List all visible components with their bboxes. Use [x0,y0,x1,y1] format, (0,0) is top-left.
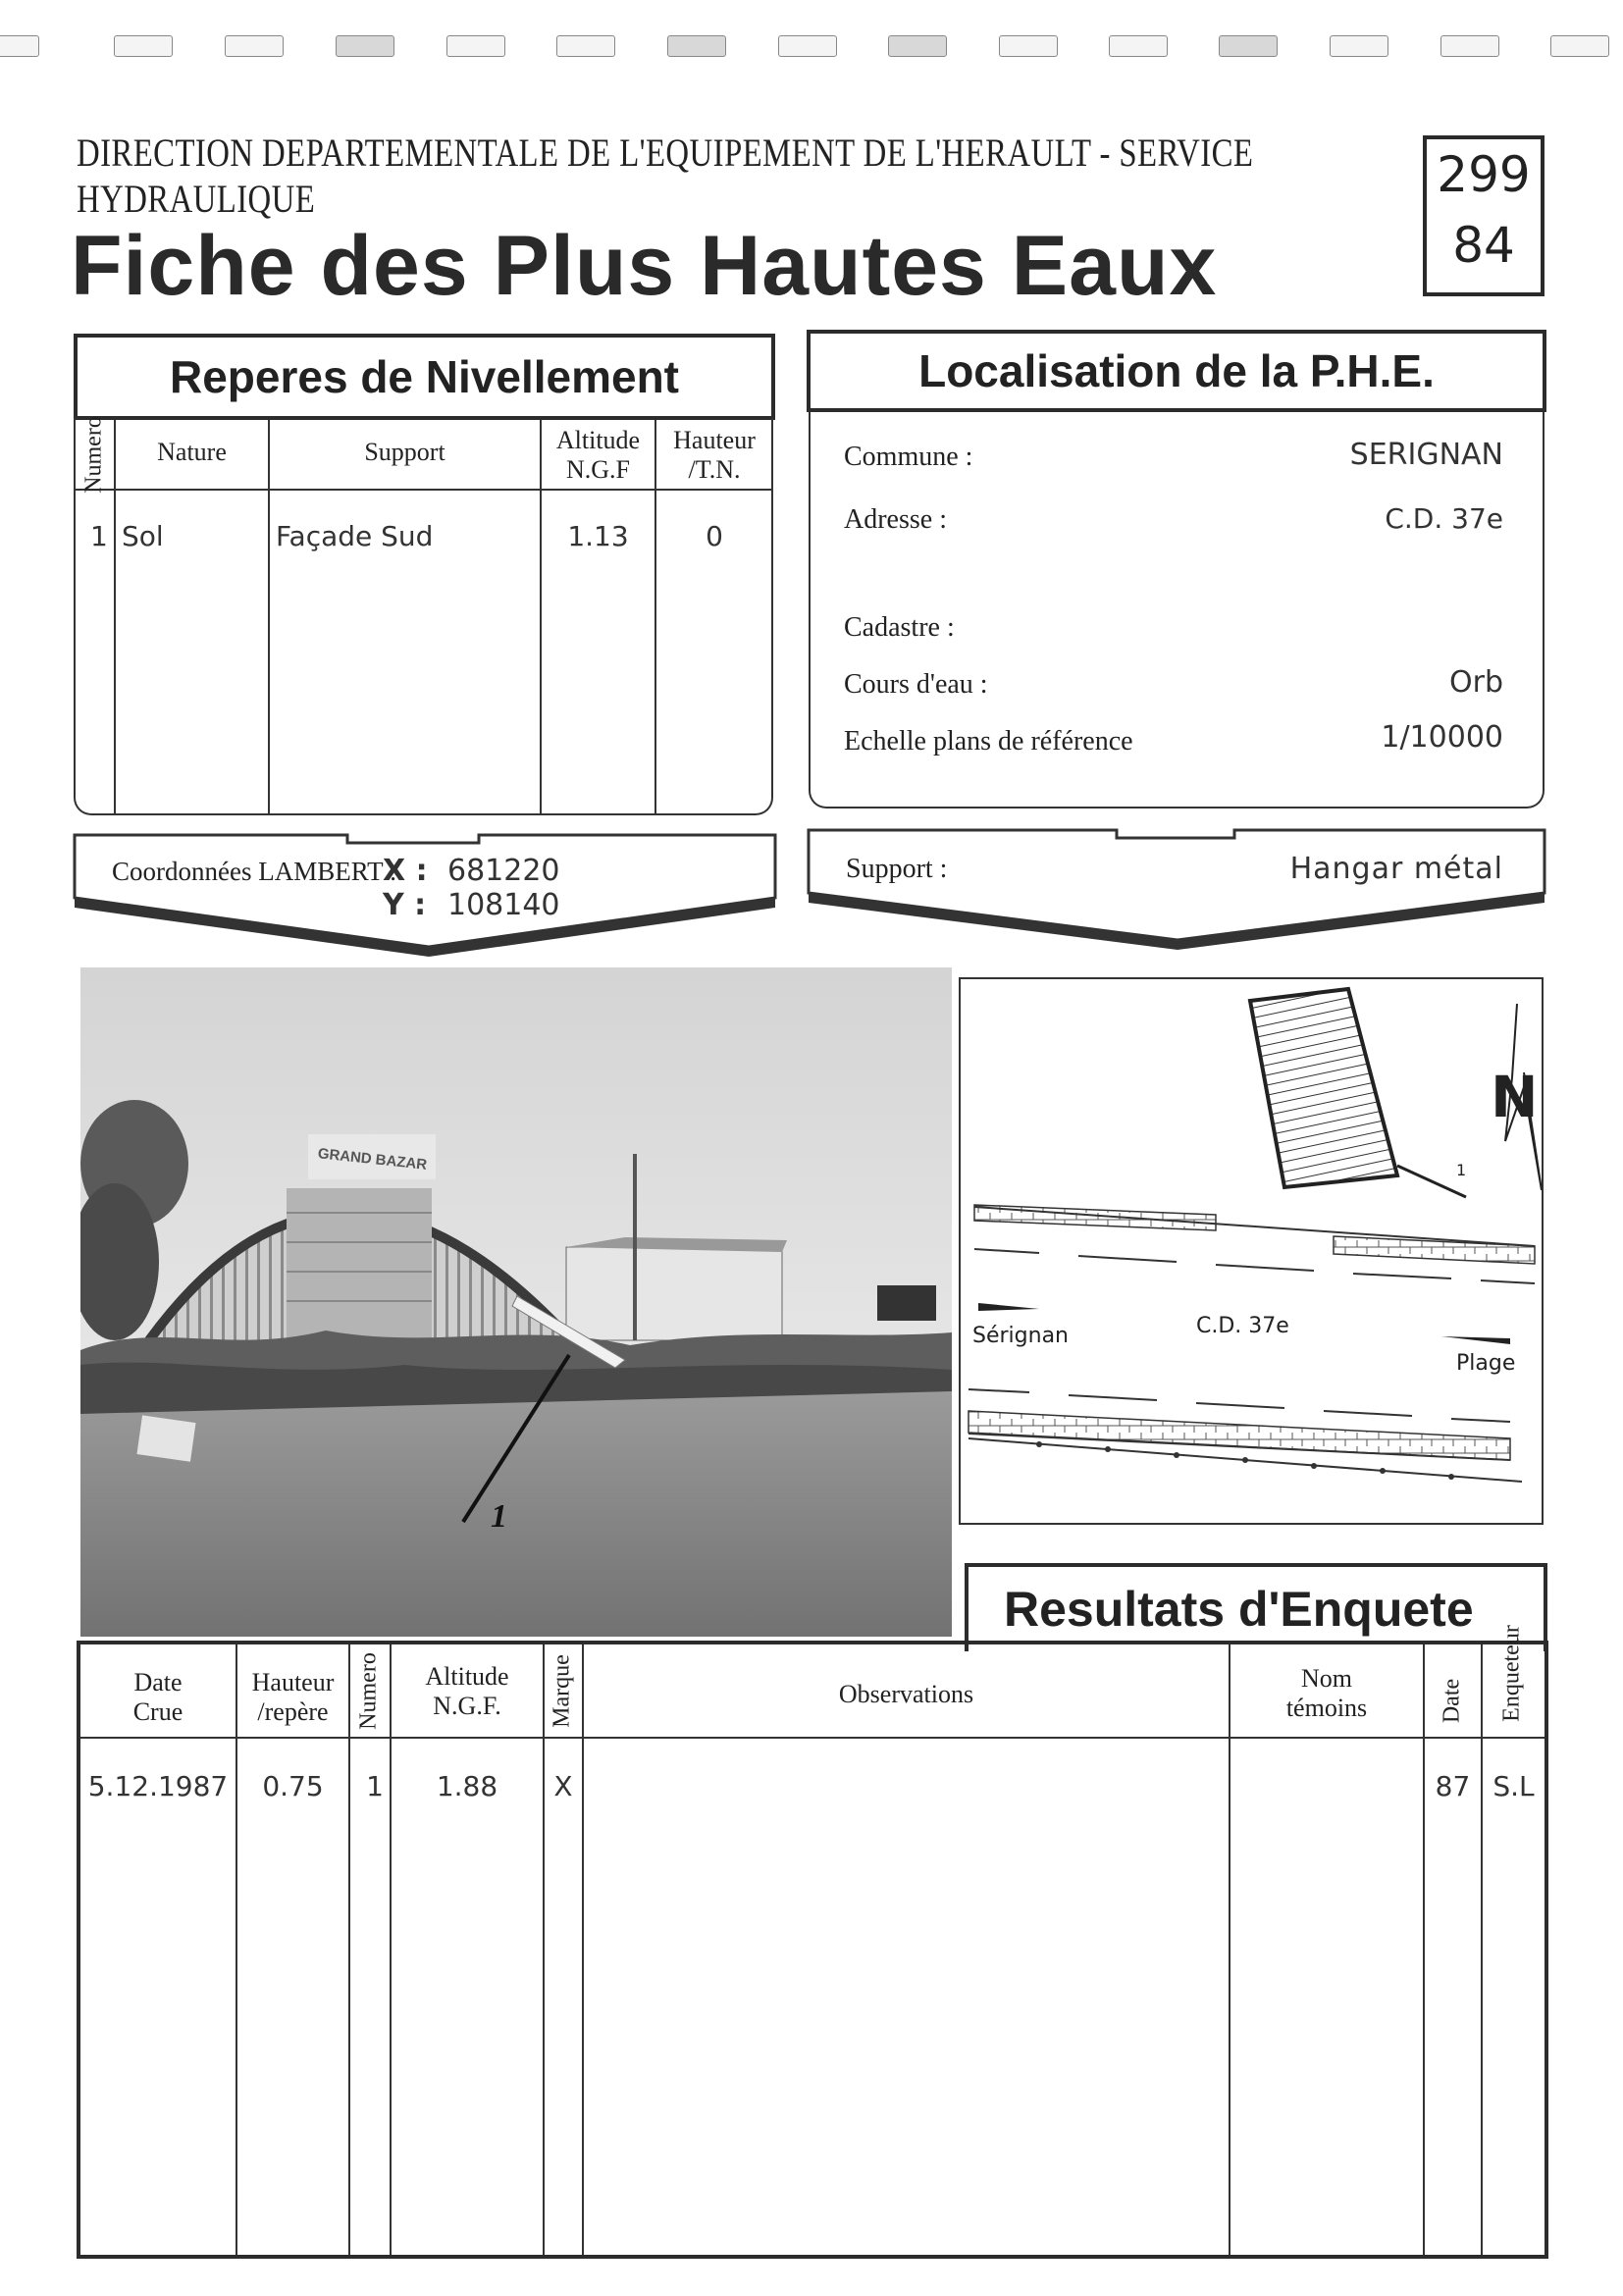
row-marque: X [553,1770,573,1802]
col-hauteur-repere: Hauteur /repère [251,1668,335,1726]
binder-hole [1109,35,1168,57]
binder-hole [0,35,39,57]
photo-sign-text: GRAND BAZAR [317,1145,428,1174]
department-header: DIRECTION DEPARTEMENTALE DE L'EQUIPEMENT DE L'HERAULT - SERVICE HYDRAULIQUE [77,130,1254,221]
binder-hole [556,35,615,57]
row-hauteur: 0 [706,520,723,552]
lambert-x-label: X : [383,854,428,888]
reference-box [1423,135,1544,296]
commune-value: SERIGNAN [1349,438,1503,472]
site-photo [80,967,952,1637]
binder-hole [446,35,505,57]
binder-hole [999,35,1058,57]
row-altitude: 1.88 [436,1770,498,1802]
binder-hole [667,35,726,57]
support-arrow-box [805,824,1550,957]
col-observations: Observations [838,1680,974,1708]
adresse-value: C.D. 37e [1385,502,1503,535]
lambert-y-label: Y : [383,888,427,922]
north-icon: N [1491,1064,1539,1130]
commune-label: Commune : [844,442,973,472]
row-numero: 1 [90,520,108,552]
binder-hole [225,35,284,57]
row-numero: 1 [366,1770,384,1802]
binder-hole [778,35,837,57]
col-nature: Nature [157,438,227,466]
row-hauteur: 0.75 [262,1770,324,1802]
map-marker-label: 1 [1456,1161,1467,1179]
map-road-label: C.D. 37e [1196,1314,1289,1338]
col-support: Support [364,438,445,466]
binder-hole [336,35,394,57]
col-altitude: Altitude N.G.F. [425,1662,509,1720]
support-value: Hangar métal [1289,852,1503,886]
resultats-table [77,1641,1548,2259]
col-nom-temoins: Nom témoins [1285,1664,1368,1722]
reperes-title: Reperes de Nivellement [74,334,775,420]
row-enqueteur: S.L [1492,1770,1535,1802]
cours-value: Orb [1449,665,1503,700]
localisation-title: Localisation de la P.H.E. [807,330,1546,412]
binder-hole [1550,35,1609,57]
lambert-x-value: 681220 [447,854,560,888]
row-date: 87 [1435,1770,1471,1802]
echelle-label: Echelle plans de référence [844,726,1133,757]
col-date: Date [1439,1678,1465,1724]
binder-hole [1440,35,1499,57]
col-date-crue: Date Crue [132,1668,183,1726]
col-numero: Numero [355,1652,382,1730]
row-altitude: 1.13 [567,520,629,552]
col-marque: Marque [549,1654,575,1728]
map-drawing [961,979,1542,1523]
photo-marker-label: 1 [491,1498,507,1535]
row-nature: Sol [122,520,164,552]
adresse-label: Adresse : [844,504,947,535]
support-label: Support : [846,854,948,884]
cadastre-label: Cadastre : [844,612,955,643]
map-left-label: Sérignan [972,1324,1069,1348]
reference-year: 84 [1452,217,1515,274]
cours-label: Cours d'eau : [844,669,988,700]
page-title: Fiche des Plus Hautes Eaux [71,219,1218,313]
row-support: Façade Sud [276,520,434,552]
map-right-label: Plage [1456,1351,1516,1376]
lambert-arrow-box [71,829,782,957]
reference-number: 299 [1437,146,1531,203]
lambert-label: Coordonnées LAMBERT : [112,857,397,886]
lambert-y-value: 108140 [447,888,560,922]
col-enqueteur: Enqueteur [1498,1625,1525,1722]
echelle-value: 1/10000 [1381,720,1503,755]
col-altitude: Altitude N.G.F [555,426,641,484]
binder-hole [888,35,947,57]
col-hauteur: Hauteur /T.N. [673,426,756,484]
col-numero: Numero [80,416,107,494]
binder-hole [1219,35,1278,57]
row-date-crue: 5.12.1987 [87,1770,229,1802]
binder-hole [114,35,173,57]
binder-hole [1330,35,1388,57]
resultats-title: Resultats d'Enquete [965,1563,1547,1651]
